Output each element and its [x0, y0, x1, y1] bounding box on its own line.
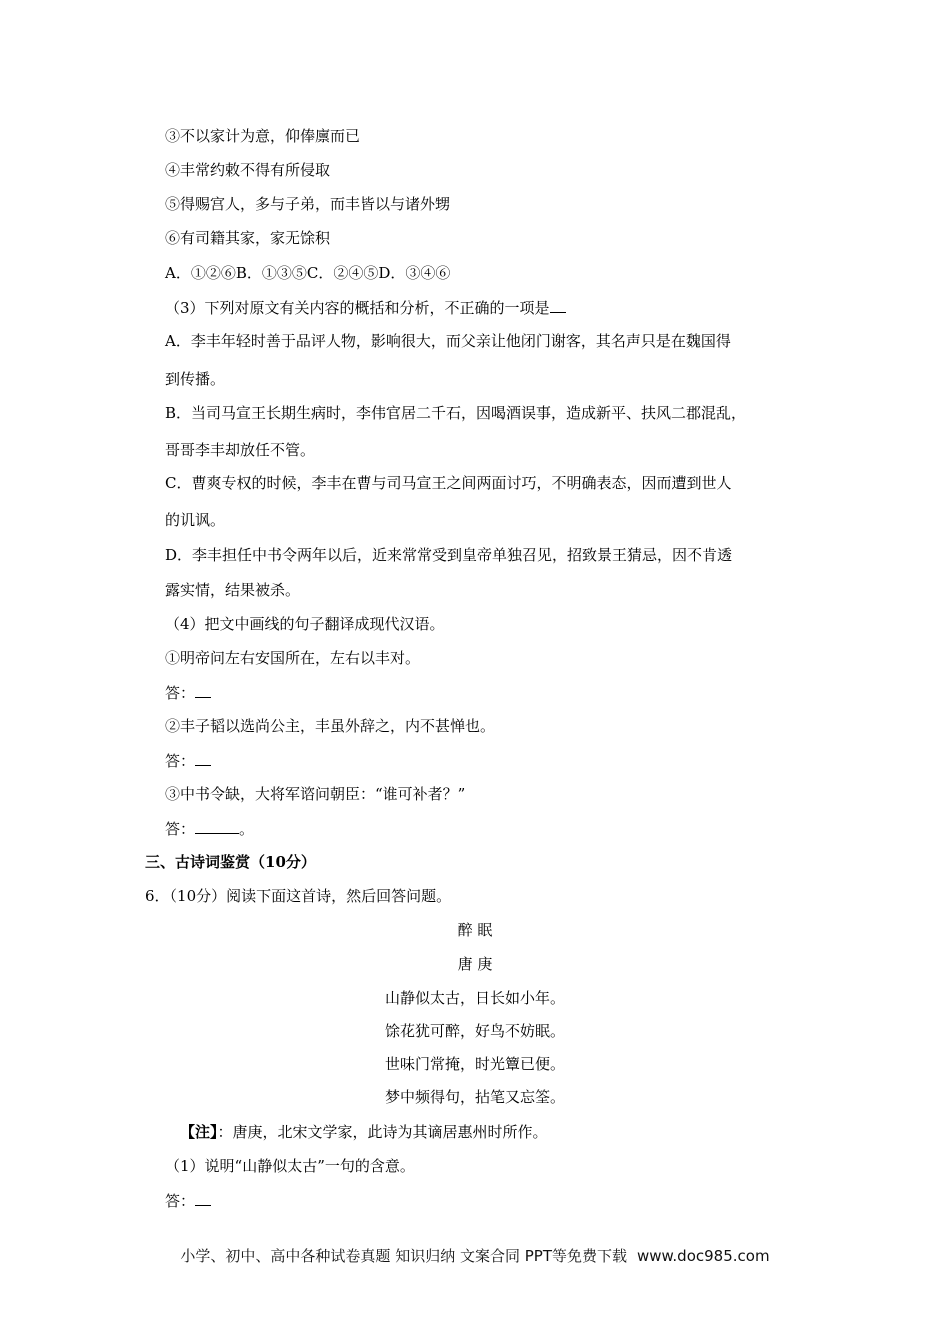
- q4-answer-2: [165, 750, 820, 771]
- option-item-4: ④丰常约敕不得有所侵取: [165, 161, 331, 179]
- option-item-5: ⑤得赐宫人，多与子弟，而丰皆以与诸外甥: [165, 195, 451, 213]
- q3-option-c-line1: C．曹爽专权的时候，李丰在曹与司马宣王之间两面讨巧，不明确表态，因而遭到世人: [165, 474, 732, 492]
- q4-sentence-3: ③中书令缺，大将军谘问朝臣：“谁可补者？”: [165, 785, 466, 803]
- poem-line-3: 世味门常掩，时光簟已便。: [384, 1055, 565, 1073]
- answer-label: 答：: [165, 752, 196, 770]
- footer-text: 小学、初中、高中各种试卷真题 知识归纳 文案合同 PPT等免费下载: [180, 1247, 627, 1265]
- answer-blank[interactable]: [550, 297, 566, 313]
- footer-url[interactable]: www.doc985.com: [636, 1247, 770, 1265]
- answer-blank[interactable]: [195, 750, 211, 766]
- poem-author: 唐 庚: [457, 955, 493, 973]
- q3-option-d-line1: D．李丰担任中书令两年以后，近来常常受到皇帝单独召见，招致景王猜忌，因不肯透: [165, 546, 733, 564]
- option-item-3: ③不以家计为意，仰俸廪而已: [165, 127, 361, 145]
- poem-line-4: 梦中频得句，拈笔又忘筌。: [384, 1088, 565, 1106]
- option-item-6: ⑥有司籍其家，家无馀积: [165, 229, 331, 247]
- page-footer: [0, 1246, 950, 1266]
- section-heading: 三、古诗词鉴赏（10分）: [145, 853, 316, 871]
- q3-option-b-line1: B．当司马宣王长期生病时，李伟官居二千石，因喝酒误事，造成新平、扶风二郡混乱，: [165, 404, 747, 422]
- q3-option-c-line2: 的讥讽。: [165, 511, 226, 529]
- answer-blank[interactable]: [195, 1190, 211, 1206]
- answer-end: 。: [239, 820, 255, 838]
- note-label: 【注】: [180, 1123, 218, 1141]
- poem-title: 醉 眠: [457, 921, 493, 939]
- q4-answer-3: [165, 818, 820, 839]
- note-text: ：唐庚，北宋文学家，此诗为其谪居惠州时所作。: [217, 1123, 548, 1141]
- poem-line-1: 山静似太古，日长如小年。: [384, 989, 565, 1007]
- answer-label: 答：: [165, 820, 196, 838]
- q3-stem: [165, 297, 820, 318]
- poem-line-2: 馀花犹可醉，好鸟不妨眠。: [384, 1022, 565, 1040]
- answer-blank[interactable]: [195, 682, 211, 698]
- q4-sentence-1: ①明帝问左右安国所在，左右以丰对。: [165, 649, 421, 667]
- q3-option-a-line2: 到传播。: [165, 370, 226, 388]
- q3-option-d-line2: 露实情，结果被杀。: [165, 581, 301, 599]
- q6-1-stem: （1）说明“山静似太古”一句的含意。: [165, 1157, 415, 1175]
- q2-choices: A．①②⑥B．①③⑤C．②④⑤D．③④⑥: [165, 264, 451, 282]
- q6-stem: 6．（10分）阅读下面这首诗，然后回答问题。: [145, 887, 452, 905]
- q6-1-answer: [165, 1190, 820, 1211]
- q4-answer-1: [165, 682, 820, 703]
- q4-stem: （4）把文中画线的句子翻译成现代汉语。: [165, 615, 445, 633]
- q3-stem-text: （3）下列对原文有关内容的概括和分析，不正确的一项是: [165, 299, 550, 317]
- q3-option-a-line1: A．李丰年轻时善于品评人物，影响很大，而父亲让他闭门谢客，其名声只是在魏国得: [165, 332, 731, 350]
- q3-option-b-line2: 哥哥李丰却放任不管。: [165, 441, 316, 459]
- answer-blank[interactable]: [195, 818, 239, 834]
- q4-sentence-2: ②丰子韬以选尚公主，丰虽外辞之，内不甚惮也。: [165, 717, 496, 735]
- answer-label: 答：: [165, 1192, 196, 1210]
- poem-note: [180, 1122, 820, 1142]
- answer-label: 答：: [165, 684, 196, 702]
